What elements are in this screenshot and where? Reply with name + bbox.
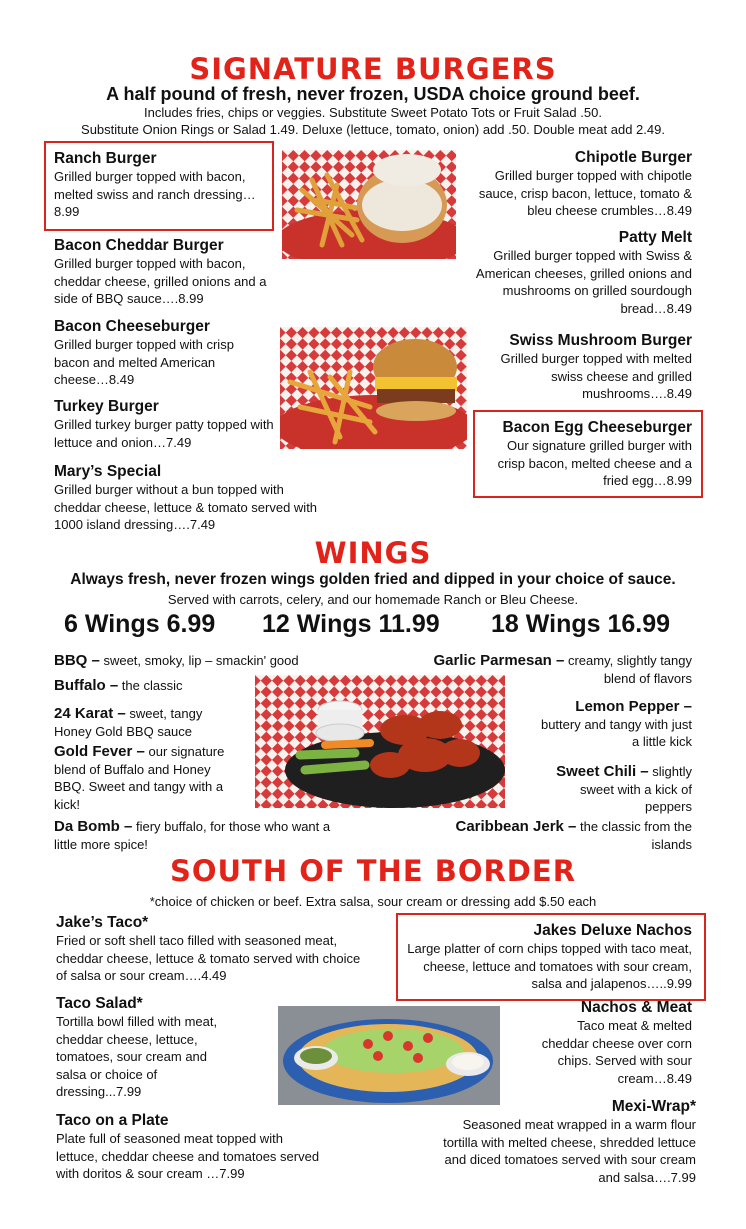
- item-name: Turkey Burger: [54, 398, 159, 415]
- menu-item-marys-special: [54, 462, 329, 534]
- item-name: Ranch Burger: [54, 150, 157, 167]
- wings-title: WINGS: [314, 536, 432, 570]
- wing-sauce-garlic-parmesan: [425, 652, 692, 687]
- wings-subtitle: Always fresh, never frozen wings golden fried and dipped in your choice of sauce.: [70, 571, 676, 588]
- wings-price-12: 12 Wings 11.99: [262, 610, 440, 638]
- item-name: Jakes Deluxe Nachos: [533, 922, 692, 939]
- item-name: Nachos & Meat: [580, 999, 692, 1016]
- item-desc: Grilled burger topped with Swiss & American cheeses, grilled onions and mushrooms on grilled sourdough bread…8.49: [475, 248, 692, 316]
- sauce-desc: fiery buffalo, for those who want a little more spice!: [54, 819, 331, 852]
- burgers-title: SIGNATURE BURGERS: [189, 52, 557, 86]
- sauce-name: Sweet Chili –: [556, 763, 649, 780]
- menu-item-patty-melt: [472, 228, 692, 317]
- sauce-name: Caribbean Jerk –: [455, 818, 577, 835]
- sauce-desc: the classic from the islands: [576, 819, 692, 852]
- wing-sauce-sweet-chili: [532, 763, 692, 816]
- ranch-burger-photo: [282, 150, 456, 259]
- item-desc: Grilled burger topped with crisp bacon and melted American cheese…8.49: [54, 337, 234, 387]
- sauce-name: Gold Fever –: [54, 743, 145, 760]
- item-name: Taco Salad*: [56, 995, 143, 1012]
- item-name: Bacon Egg Cheeseburger: [502, 419, 692, 436]
- burgers-subtitle: A half pound of fresh, never frozen, USDA choice ground beef.: [106, 84, 640, 104]
- menu-item-turkey-burger: [54, 397, 279, 451]
- sauce-desc: slightly sweet with a kick of peppers: [580, 764, 692, 814]
- wings-price-6: 6 Wings 6.99: [64, 610, 216, 638]
- sauce-desc: sweet, smoky, lip – smackin' good: [99, 653, 299, 668]
- item-desc: Seasoned meat wrapped in a warm flour tortilla with melted cheese, shredded lettuce and diced tomatoes served with sour cream and salsa….7.99: [443, 1117, 696, 1185]
- sauce-desc: the classic: [118, 678, 183, 693]
- item-desc: Grilled burger topped with melted swiss cheese and grilled mushrooms….8.49: [500, 351, 692, 401]
- menu-item-taco-salad: [56, 994, 226, 1101]
- sauce-desc: creamy, slightly tangy blend of flavors: [564, 653, 692, 686]
- menu-item-jakes-taco: [56, 913, 371, 985]
- bacon-cheeseburger-photo: [280, 327, 467, 449]
- menu-item-bacon-egg-cheeseburger: [478, 418, 692, 490]
- taco-salad-photo: [278, 1006, 500, 1105]
- sauce-desc: our signature blend of Buffalo and Honey BBQ. Sweet and tangy with a kick!: [54, 744, 225, 812]
- wing-sauce-24-karat: [54, 705, 234, 740]
- sauce-name: Da Bomb –: [54, 818, 133, 835]
- item-name: Bacon Cheddar Burger: [54, 237, 224, 254]
- item-desc: Plate full of seasoned meat topped with lettuce, cheddar cheese and tomatoes served with doritos & sour cream …7.99: [56, 1131, 320, 1181]
- item-desc: Grilled burger topped with chipotle sauce, crisp bacon, lettuce, tomato & bleu cheese crumbles…8.49: [478, 168, 692, 218]
- item-desc: Our signature grilled burger with crisp bacon, melted cheese and a fried egg…8.99: [497, 438, 692, 488]
- item-desc: Large platter of corn chips topped with taco meat, cheese, lettuce and tomatoes with sour cream, salsa and jalapenos…..9.99: [407, 941, 692, 991]
- menu-item-nachos-and-meat: [536, 998, 692, 1087]
- menu-item-jakes-deluxe-nachos: [406, 921, 692, 993]
- wing-sauce-bbq: [54, 652, 344, 670]
- menu-item-swiss-mushroom-burger: [470, 331, 692, 403]
- burgers-note-1: Includes fries, chips or veggies. Substitute Sweet Potato Tots or Fruit Salad .50.: [144, 105, 602, 120]
- item-name: Bacon Cheeseburger: [54, 318, 210, 335]
- wing-sauce-buffalo: [54, 677, 244, 695]
- menu-item-bacon-cheddar-burger: [54, 236, 279, 308]
- sauce-desc: buttery and tangy with just a little kick: [540, 716, 692, 749]
- item-desc: Grilled burger without a bun topped with cheddar cheese, lettuce & tomato served with 1000 island dressing….7.49: [54, 482, 318, 532]
- menu-item-mexi-wrap: [428, 1097, 696, 1186]
- item-name: Patty Melt: [618, 229, 692, 246]
- item-name: Mexi-Wrap*: [611, 1098, 696, 1115]
- wing-sauce-caribbean-jerk: [412, 818, 692, 853]
- wing-sauce-gold-fever: [54, 743, 234, 813]
- menu-item-chipotle-burger: [460, 148, 692, 220]
- item-desc: Grilled turkey burger patty topped with lettuce and onion…7.49: [54, 417, 274, 450]
- menu-item-bacon-cheeseburger: [54, 317, 269, 389]
- item-name: Mary’s Special: [54, 463, 162, 480]
- item-desc: Grilled burger topped with bacon, cheddar cheese, grilled onions and a side of BBQ sauce….8.99: [54, 256, 267, 306]
- sauce-name: Garlic Parmesan –: [433, 652, 565, 669]
- south-title: SOUTH OF THE BORDER: [169, 854, 577, 888]
- item-desc: Taco meat & melted cheddar cheese over corn chips. Served with sour cream…8.49: [541, 1018, 692, 1086]
- wings-photo: [255, 675, 505, 808]
- wings-note: Served with carrots, celery, and our homemade Ranch or Bleu Cheese.: [167, 592, 579, 607]
- sauce-desc: sweet, tangy Honey Gold BBQ sauce: [54, 706, 203, 739]
- sauce-name: Lemon Pepper –: [575, 698, 692, 715]
- item-name: Chipotle Burger: [574, 149, 692, 166]
- sauce-name: 24 Karat –: [54, 705, 126, 722]
- item-desc: Fried or soft shell taco filled with seasoned meat, cheddar cheese, lettuce & tomato served with choice of salsa or sour cream….4.49: [56, 933, 361, 983]
- burgers-note-2: Substitute Onion Rings or Salad 1.49. Deluxe (lettuce, tomato, onion) add .50. Double meat add 2.49.: [81, 122, 665, 137]
- item-name: Jake’s Taco*: [56, 914, 149, 931]
- item-name: Swiss Mushroom Burger: [509, 332, 692, 349]
- item-desc: Tortilla bowl filled with meat, cheddar cheese, lettuce, tomatoes, sour cream and salsa or choice of dressing...7.99: [56, 1014, 218, 1099]
- wings-price-18: 18 Wings 16.99: [491, 610, 671, 638]
- sauce-name: BBQ –: [54, 652, 100, 669]
- sauce-name: Buffalo –: [54, 677, 119, 694]
- menu-item-ranch-burger: [54, 149, 266, 221]
- wing-sauce-da-bomb: [54, 818, 339, 853]
- wing-sauce-lemon-pepper: [540, 698, 692, 751]
- item-desc: Grilled burger topped with bacon, melted swiss and ranch dressing…8.99: [54, 169, 256, 219]
- menu-item-taco-on-a-plate: [56, 1111, 326, 1183]
- item-name: Taco on a Plate: [56, 1112, 169, 1129]
- south-note: *choice of chicken or beef. Extra salsa, sour cream or dressing add $.50 each: [149, 894, 597, 909]
